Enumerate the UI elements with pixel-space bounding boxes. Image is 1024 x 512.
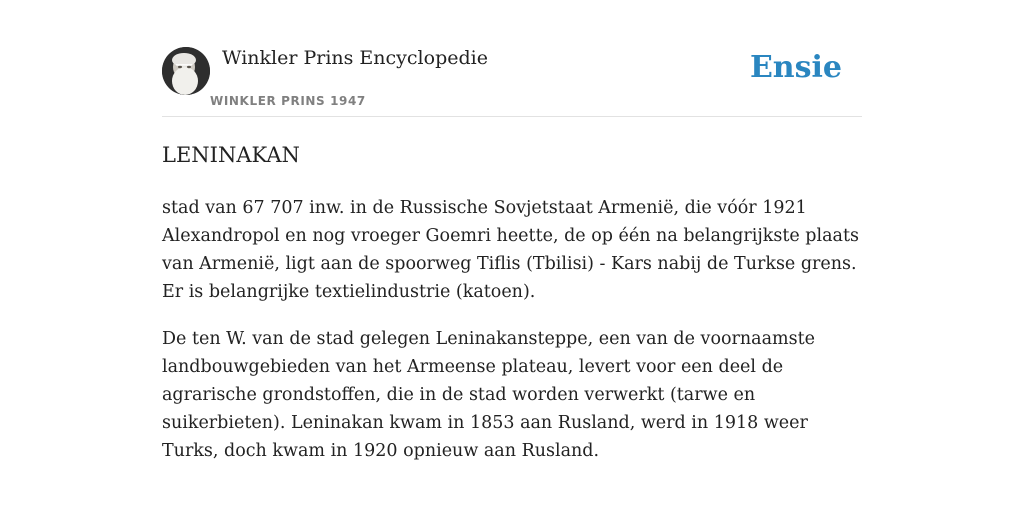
source-avatar[interactable]	[162, 47, 210, 95]
source-title[interactable]: Winkler Prins Encyclopedie	[222, 47, 488, 69]
source-subtitle[interactable]: WINKLER PRINS 1947	[210, 94, 366, 108]
portrait-icon	[162, 47, 210, 95]
brand-logo-link[interactable]: Ensie	[749, 50, 842, 85]
article-title: LENINAKAN	[162, 143, 300, 167]
article-paragraph: De ten W. van de stad gelegen Leninakansteppe, een van de voornaamste landbouwgebieden van het Armeense plateau, levert voor een deel de agrarische grondstoffen, die in de stad worden verwerkt (tarwe en suikerbieten). Leninakan kwam in 1853 aan Rusland, werd in 1918 weer Turks, doch kwam in 1920 opnieuw aan Rusland.	[162, 329, 815, 461]
article	[162, 140, 862, 484]
source-header	[162, 46, 862, 117]
article-paragraph: stad van 67 707 inw. in de Russische Sovjetstaat Armenië, die vóór 1921 Alexandropol en nog vroeger Goemri heette, de op één na belangrijkste plaats van Armenië, ligt aan de spoorweg Tiflis (Tbilisi) - Kars nabij de Turkse grens. Er is belangrijke textielindustrie (katoen).	[162, 198, 859, 302]
